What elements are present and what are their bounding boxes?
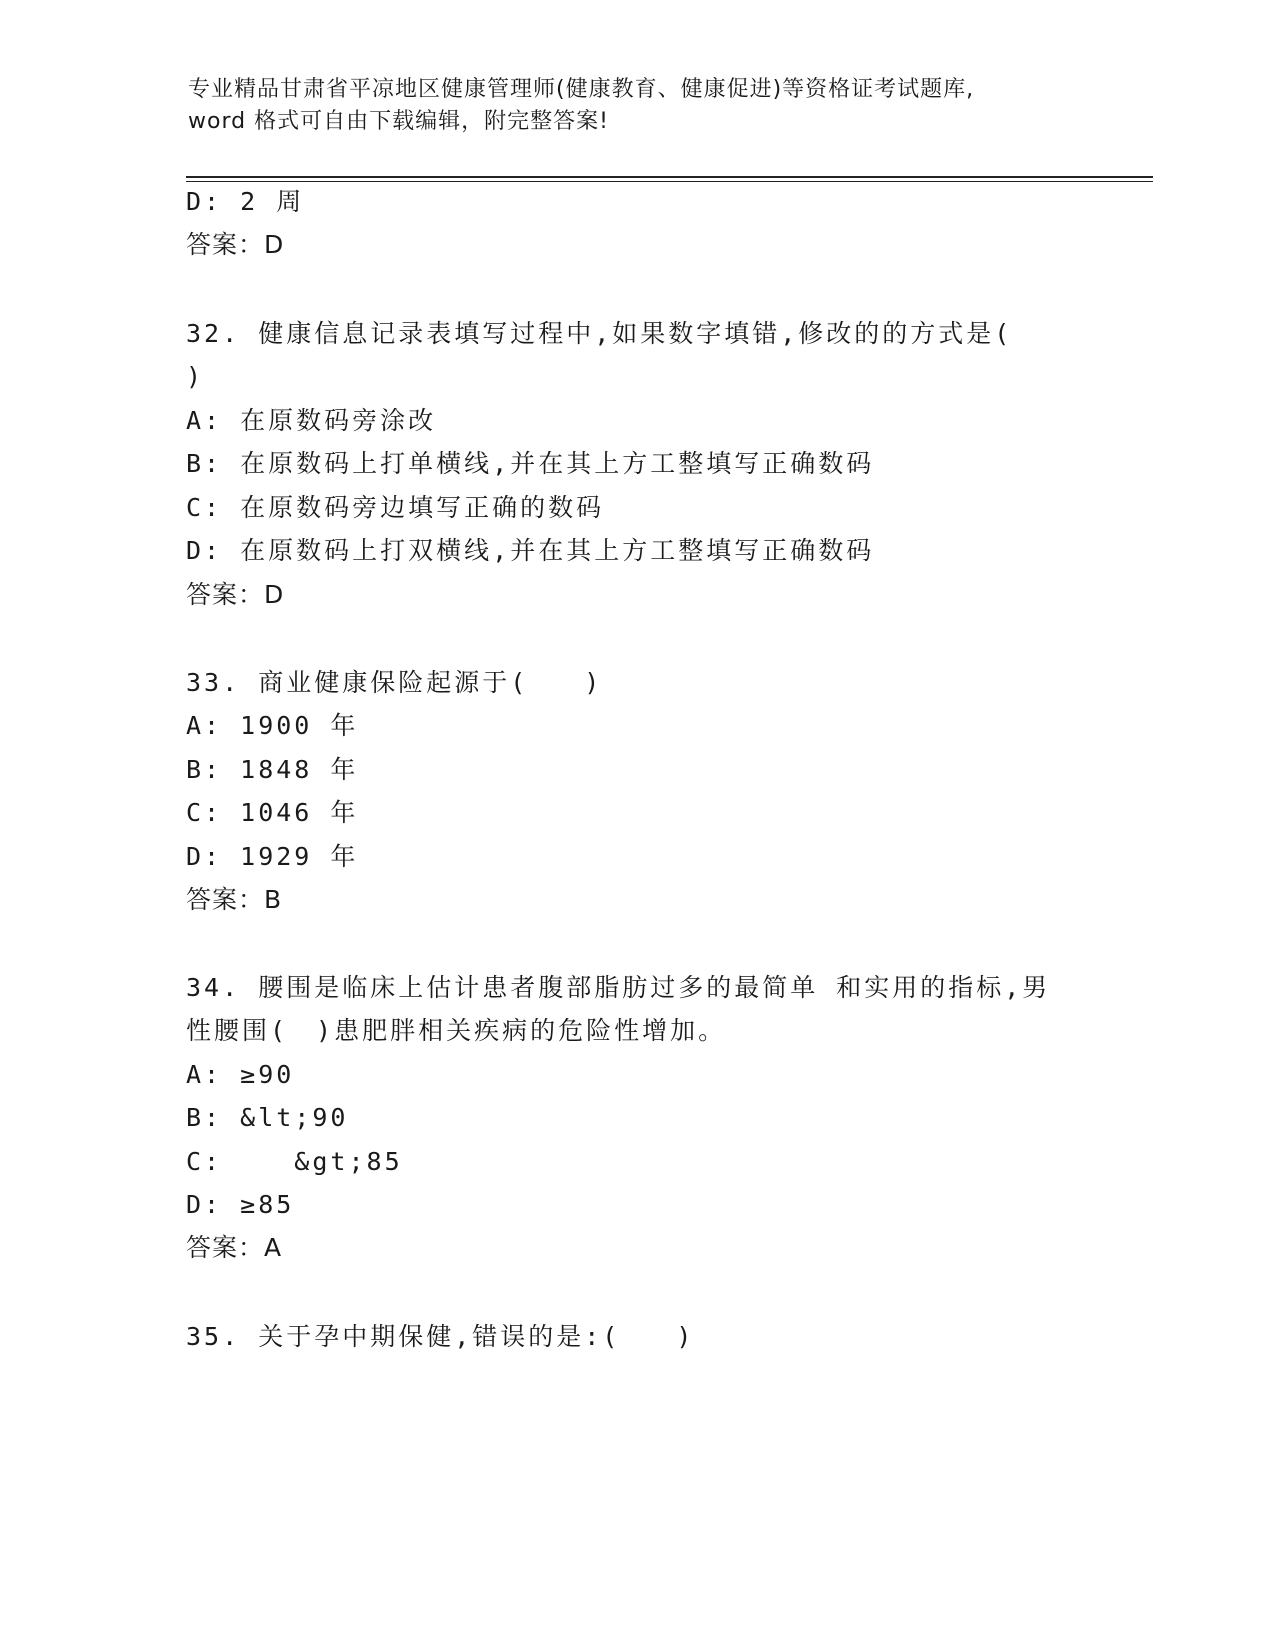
q34-answer: 答案：A bbox=[186, 1233, 283, 1262]
q32-option-a: A: 在原数码旁涂改 bbox=[186, 406, 437, 435]
q33-option-c: C: 1046 年 bbox=[186, 798, 359, 827]
q31-option-d: D: 2 周 bbox=[186, 187, 305, 216]
q34-option-b: B: &lt;90 bbox=[186, 1103, 349, 1132]
document-header bbox=[188, 74, 1088, 138]
q32-option-b: B: 在原数码上打单横线,并在其上方工整填写正确数码 bbox=[186, 449, 875, 478]
q35-stem: 35. 关于孕中期保健,错误的是:( ) bbox=[186, 1322, 695, 1351]
q32-option-c: C: 在原数码旁边填写正确的数码 bbox=[186, 493, 605, 522]
q33-option-b: B: 1848 年 bbox=[186, 755, 359, 784]
q32-stem-line-2: ) bbox=[186, 362, 205, 391]
q34-option-c: C: &gt;85 bbox=[186, 1147, 403, 1176]
header-line-1: 专业精品甘肃省平凉地区健康管理师(健康教育、健康促进)等资格证考试题库, bbox=[188, 77, 975, 102]
q31-answer: 答案：D bbox=[186, 230, 285, 259]
header-line-2: word 格式可自由下载编辑，附完整答案! bbox=[188, 109, 609, 134]
q34-option-a: A: ≥90 bbox=[186, 1060, 295, 1089]
header-divider-thick bbox=[186, 176, 1153, 178]
q33-option-d: D: 1929 年 bbox=[186, 842, 359, 871]
header-divider-thin bbox=[186, 181, 1153, 182]
q32-answer: 答案：D bbox=[186, 580, 285, 609]
q33-answer: 答案：B bbox=[186, 885, 283, 914]
q34-stem-line-1: 34. 腰围是临床上估计患者腹部脂肪过多的最简单 和实用的指标,男 bbox=[186, 973, 1051, 1002]
q32-option-d: D: 在原数码上打双横线,并在其上方工整填写正确数码 bbox=[186, 536, 875, 565]
q34-stem-line-2: 性腰围( )患肥胖相关疾病的危险性增加。 bbox=[186, 1016, 727, 1045]
q32-stem-line-1: 32. 健康信息记录表填写过程中,如果数字填错,修改的的方式是( bbox=[186, 319, 1013, 348]
q33-stem: 33. 商业健康保险起源于( ) bbox=[186, 668, 603, 697]
q34-option-d: D: ≥85 bbox=[186, 1190, 295, 1219]
q33-option-a: A: 1900 年 bbox=[186, 711, 359, 740]
